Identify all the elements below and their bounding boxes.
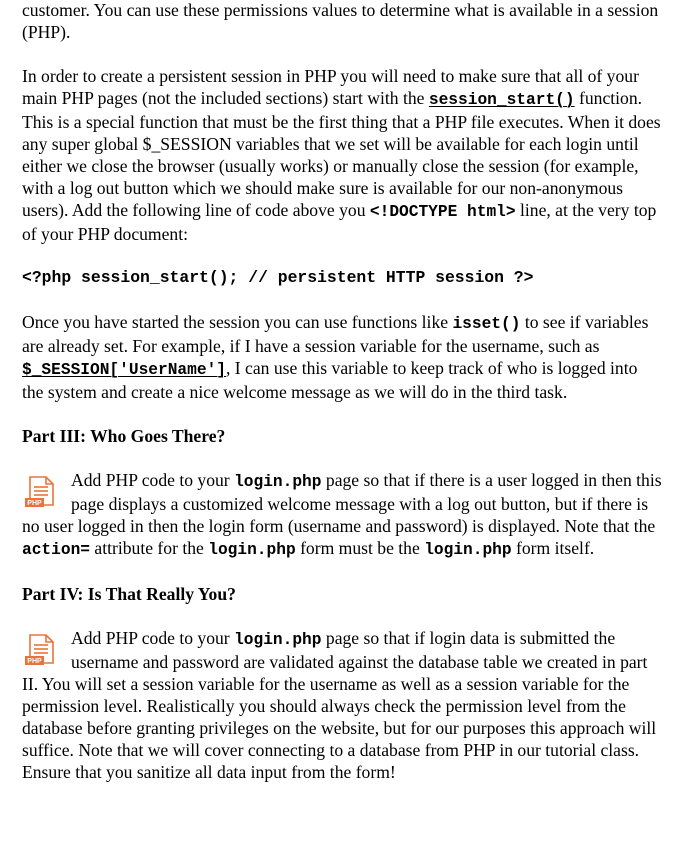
heading-part-3: Part III: Who Goes There?: [22, 426, 226, 446]
paragraph-part-3: Add PHP code to your login.php page so that if there is a user logged in then this page displays a customized welcome message with a log out button, but if there is no user logged in then the login form (username and password) is displayed. Note that the action= attribute for the login.php form must be the login.php form itself.: [22, 470, 662, 559]
php-file-icon: [24, 475, 58, 515]
code-snippet: <?php session_start(); // persistent HTTP session ?>: [22, 268, 534, 287]
paragraph-part-4: Add PHP code to your login.php page so that if login data is submitted the username and password are validated against the database table we created in part II. You will set a session variable for the username as well as a session variable for the permission level. Realistically you should always check the permission level from the database before granting privileges on the website, but for our purposes this approach will suffice. Note that we will cover connecting to a database from PHP in our tutorial class. Ensure that you sanitize all data input from the form!: [22, 628, 657, 782]
paragraph-intro: customer. You can use these permissions values to determine what is available in a session (PHP).: [22, 0, 659, 42]
paragraph-session-start: In order to create a persistent session in PHP you will need to make sure that all of your main PHP pages (not the included sections) start with the session_start() function. This is a special function that must be the first thing that a PHP file executes. When it does any super global $_SESSION variables that we set will be available for each login until either we close the browser (usually works) or manually close the session (for example, with a log out button which we should make sure is available for our non-anonymous users). Add the following line of code above you <!DOCTYPE html> line, at the very top of your PHP document:: [22, 66, 661, 244]
code-isset: isset(): [452, 315, 521, 333]
heading-part-4: Part IV: Is That Really You?: [22, 584, 236, 604]
code-action: action=: [22, 541, 90, 559]
code-session-username: $_SESSION['UserName']: [22, 361, 226, 379]
code-login-php: login.php: [208, 541, 296, 559]
php-file-icon: [24, 633, 58, 673]
paragraph-isset: Once you have started the session you can use functions like isset() to see if variables are already set. For example, if I have a session variable for the username, such as $_SESSION['UserName'], I can use this variable to keep track of who is logged into the system and create a nice welcome message as we will do in the third task.: [22, 312, 649, 402]
svg-text:PHP: PHP: [27, 658, 42, 666]
code-login-php: login.php: [234, 631, 322, 649]
svg-text:PHP: PHP: [27, 500, 42, 508]
code-session-start: session_start(): [428, 91, 575, 109]
document-page: [22, 0, 662, 783]
task-part-3: [22, 469, 662, 561]
code-login-php: login.php: [424, 541, 512, 559]
code-login-php: login.php: [234, 473, 322, 491]
task-part-4: [22, 627, 662, 783]
code-doctype: <!DOCTYPE html>: [369, 203, 516, 221]
